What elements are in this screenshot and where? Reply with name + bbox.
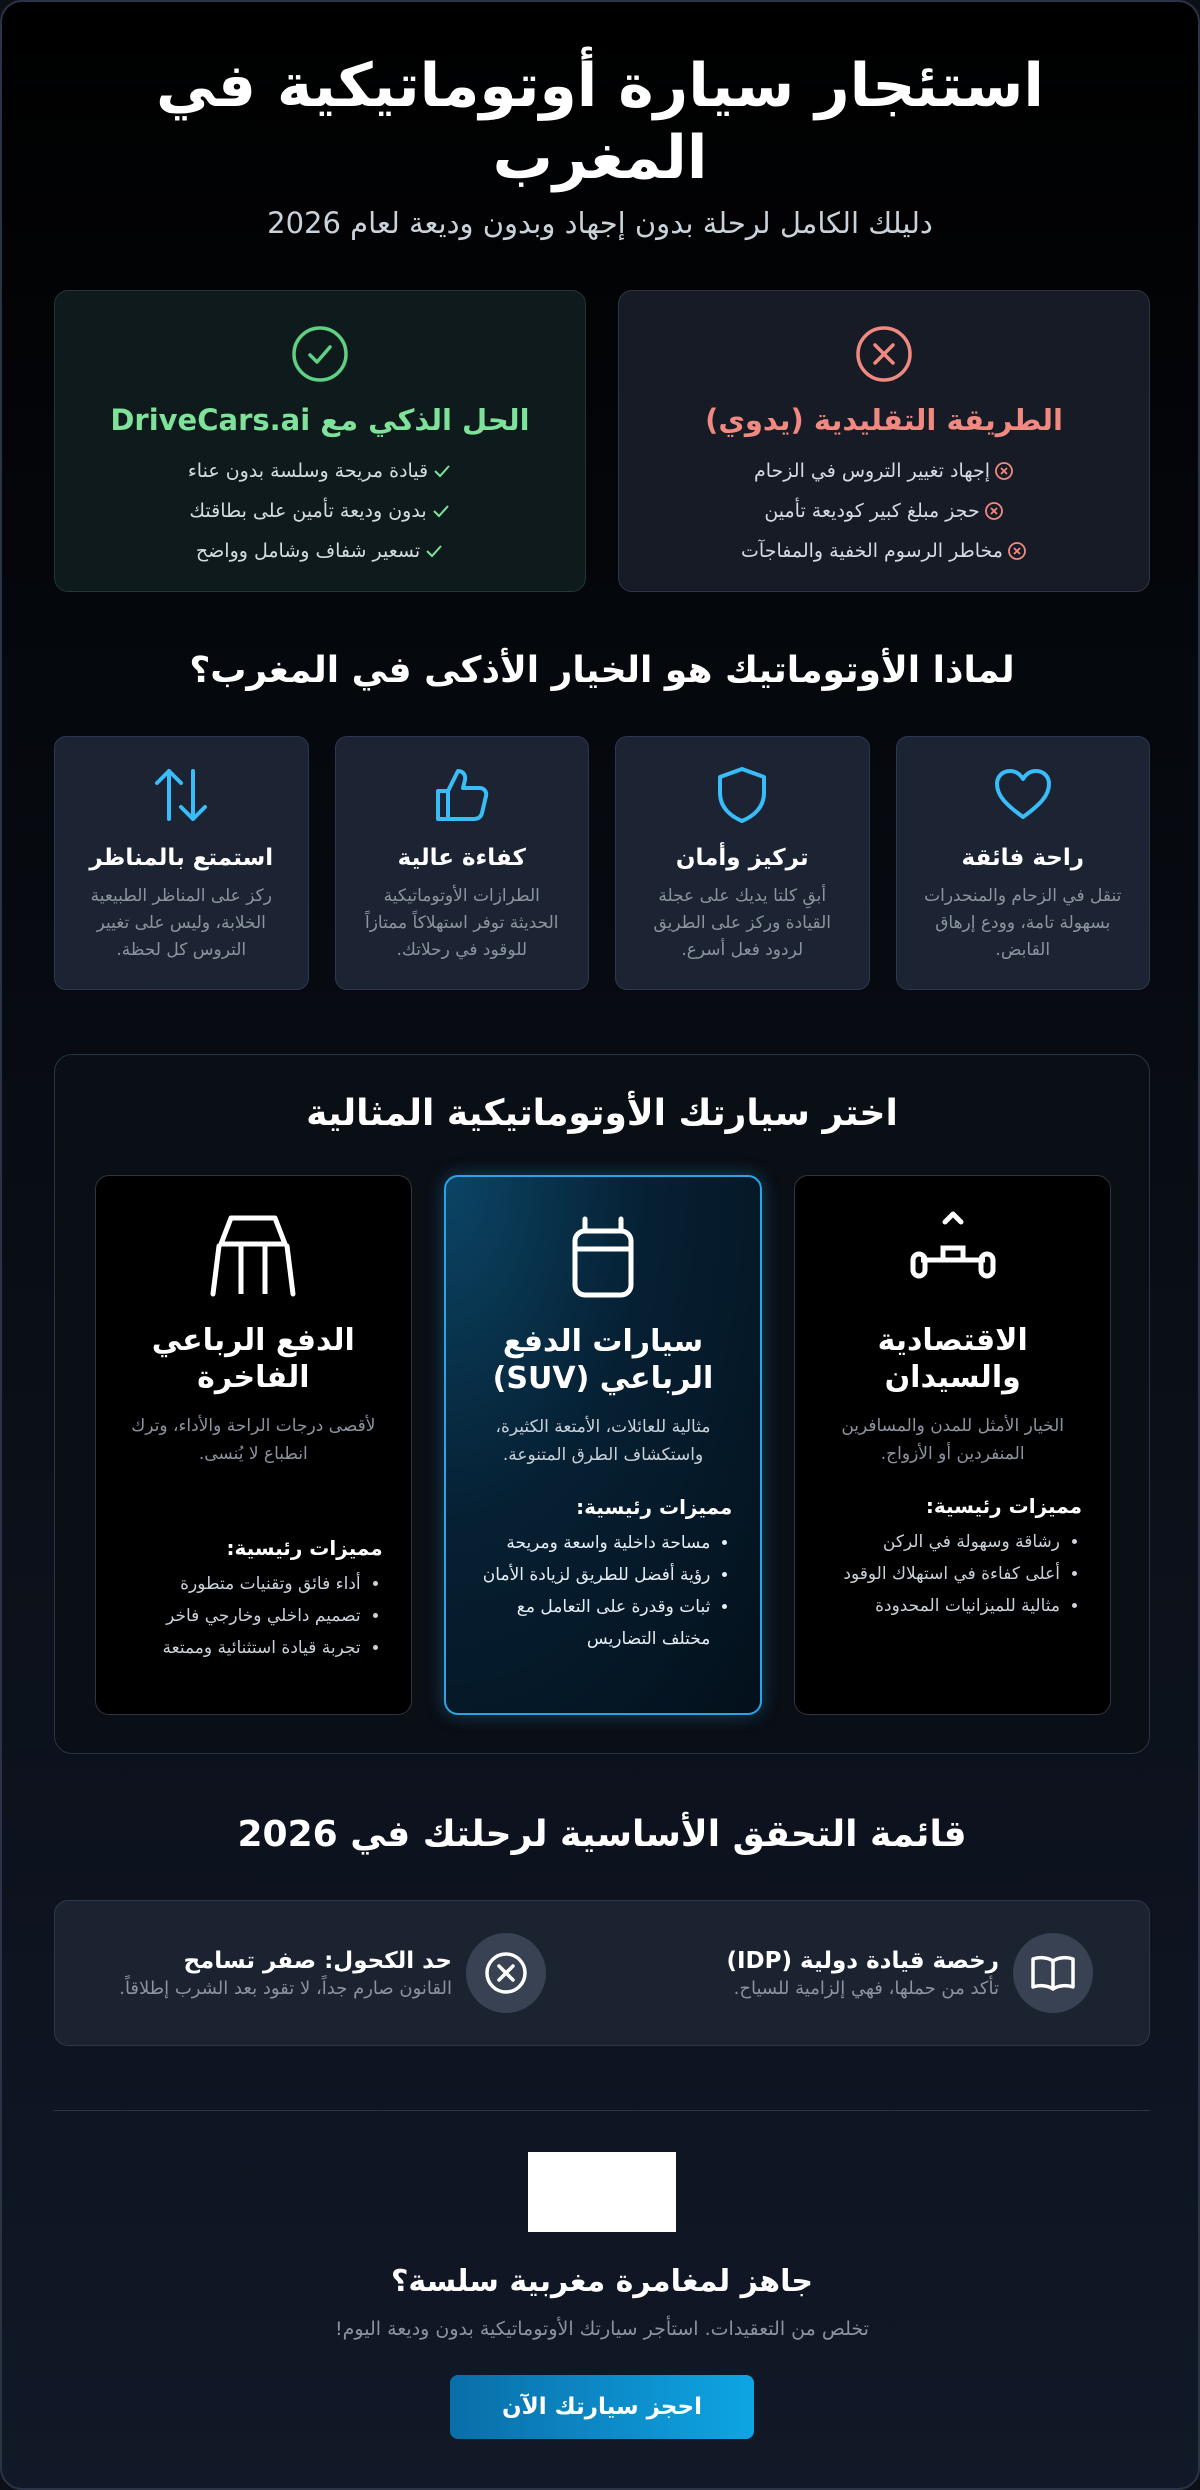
feature-desc: تنقل في الزحام والمنحدرات بسهولة تامة، وودع إرهاق القابض. <box>924 886 1122 960</box>
car-title: سيارات الدفع الرباعي (SUV) <box>492 1324 714 1396</box>
features-section <box>54 736 1150 990</box>
car-selection-title: اختر سيارتك الأوتوماتيكية المثالية <box>306 1093 898 1134</box>
checklist-item-note: تأكد من حملها، فهي إلزامية للسياح. <box>733 1977 999 1999</box>
list-item: • تجربة قيادة استثنائية وممتعة <box>124 1632 361 1664</box>
car-features-list <box>474 1527 733 1655</box>
car-card-luxury[interactable] <box>95 1175 412 1715</box>
features-label: مميزات رئيسية: <box>226 1536 383 1560</box>
cta-title: جاهز لمغامرة مغربية سلسة؟ <box>391 2264 813 2299</box>
book-now-button[interactable]: احجز سيارتك الآن <box>450 2375 754 2439</box>
car-features-list <box>823 1526 1082 1622</box>
list-item: • أعلى كفاءة في استهلاك الوقود <box>823 1558 1060 1590</box>
feature-title: تركيز وأمان <box>675 845 809 871</box>
page-subtitle: دليلك الكامل لرحلة بدون إجهاد وبدون وديعة لعام 2026 <box>267 206 933 240</box>
smart-card <box>54 290 586 592</box>
check-circle-icon <box>291 325 349 383</box>
check-icon <box>431 501 451 521</box>
x-circle-icon <box>984 501 1004 521</box>
car-title: الدفع الرباعي الفاخرة <box>151 1323 355 1395</box>
car-selection-section <box>54 1054 1150 1754</box>
checklist-item-idp <box>602 1901 1149 2045</box>
feature-desc: ركز على المناظر الطبيعية الخلابة، وليس على تغيير التروس كل لحظة. <box>90 886 272 960</box>
feature-title: كفاءة عالية <box>397 845 526 871</box>
car-desc: مثالية للعائلات، الأمتعة الكثيرة، واستكشاف الطرق المتنوعة. <box>495 1417 711 1465</box>
list-item: مخاطر الرسوم الخفية والمفاجآت <box>619 531 1149 571</box>
smart-list <box>55 451 585 571</box>
smart-title: الحل الذكي مع DriveCars.ai <box>110 403 530 437</box>
divider <box>54 2110 1150 2111</box>
car-desc: الخيار الأمثل للمدن والمسافرين المنفردين أو الأزواج. <box>841 1416 1064 1464</box>
list-item: • تصميم داخلي وخارجي فاخر <box>124 1600 361 1632</box>
car-card-suv[interactable] <box>444 1175 763 1715</box>
checklist-title: قائمة التحقق الأساسية لرحلتك في 2026 <box>237 1814 967 1855</box>
list-item: بدون وديعة تأمين على بطاقتك <box>55 491 585 531</box>
features-label: مميزات رئيسية: <box>925 1494 1082 1518</box>
feature-desc: أبقِ كلتا يديك على عجلة القيادة وركز على الطريق لردود فعل أسرع. <box>653 886 831 960</box>
thumbs-up-icon <box>430 763 494 827</box>
car-card-economy[interactable] <box>794 1175 1111 1715</box>
features-label: مميزات رئيسية: <box>576 1495 733 1519</box>
car-title: الاقتصادية والسيدان <box>877 1323 1028 1395</box>
icon-badge <box>466 1933 546 2013</box>
cta-note: تخلص من التعقيدات. استأجر سيارتك الأوتوماتيكية بدون وديعة اليوم! <box>335 2318 869 2340</box>
feature-card-comfort <box>896 736 1151 990</box>
x-circle-icon <box>482 1949 530 1997</box>
feature-desc: الطرازات الأوتوماتيكية الحديثة توفر استهلاكاً ممتازاً للوقود في رحلاتك. <box>364 886 559 960</box>
comparison-section <box>54 290 1150 592</box>
checklist-item-name: حد الكحول: صفر تسامح <box>183 1947 452 1974</box>
luxury-car-icon <box>205 1208 301 1304</box>
list-item: • مثالية للميزانيات المحدودة <box>823 1590 1060 1622</box>
list-item: قيادة مريحة وسلسة بدون عناء <box>55 451 585 491</box>
check-icon <box>424 541 444 561</box>
checklist-item-alcohol <box>55 1901 602 2045</box>
list-item: • مساحة داخلية واسعة ومريحة <box>474 1527 711 1559</box>
feature-title: راحة فائقة <box>961 845 1084 871</box>
car-cards <box>95 1175 1111 1715</box>
list-item: • ثبات وقدرة على التعامل مع مختلف التضاريس <box>474 1591 711 1655</box>
page-title: استئجار سيارة أوتوماتيكية في المغرب <box>156 51 1044 193</box>
feature-card-efficiency <box>335 736 590 990</box>
sedan-icon <box>905 1208 1001 1304</box>
traditional-list <box>619 451 1149 571</box>
feature-card-scenery <box>54 736 309 990</box>
checklist-item-note: القانون صارم جداً، لا تقود بعد الشرب إطلاقاً. <box>119 1977 452 1999</box>
list-item: حجز مبلغ كبير كوديعة تأمين <box>619 491 1149 531</box>
feature-card-safety <box>615 736 870 990</box>
traditional-title: الطريقة التقليدية (يدوي) <box>705 403 1063 437</box>
shield-icon <box>710 763 774 827</box>
checklist-section <box>54 1900 1150 2046</box>
logo-placeholder <box>528 2152 676 2232</box>
list-item: • رؤية أفضل للطريق لزيادة الأمان <box>474 1559 711 1591</box>
arrows-up-down-icon <box>149 763 213 827</box>
check-icon <box>432 461 452 481</box>
x-circle-icon <box>994 461 1014 481</box>
why-section-title: لماذا الأوتوماتيك هو الخيار الأذكى في المغرب؟ <box>189 650 1015 691</box>
car-desc: لأقصى درجات الراحة والأداء، وترك انطباع لا يُنسى. <box>131 1416 376 1464</box>
list-item: تسعير شفاف وشامل وواضح <box>55 531 585 571</box>
x-circle-icon <box>855 325 913 383</box>
heart-icon <box>991 763 1055 827</box>
list-item: • أداء فائق وتقنيات متطورة <box>124 1568 361 1600</box>
traditional-card <box>618 290 1150 592</box>
checklist-item-name: رخصة قيادة دولية (IDP) <box>726 1947 999 1974</box>
feature-title: استمتع بالمناظر <box>89 845 274 871</box>
hero <box>2 2 1198 240</box>
icon-badge <box>1013 1933 1093 2013</box>
car-features-list <box>124 1568 383 1664</box>
list-item: • رشاقة وسهولة في الركن <box>823 1526 1060 1558</box>
list-item: إجهاد تغيير التروس في الزحام <box>619 451 1149 491</box>
x-circle-icon <box>1007 541 1027 561</box>
suv-icon <box>555 1209 651 1305</box>
book-icon <box>1029 1949 1077 1997</box>
